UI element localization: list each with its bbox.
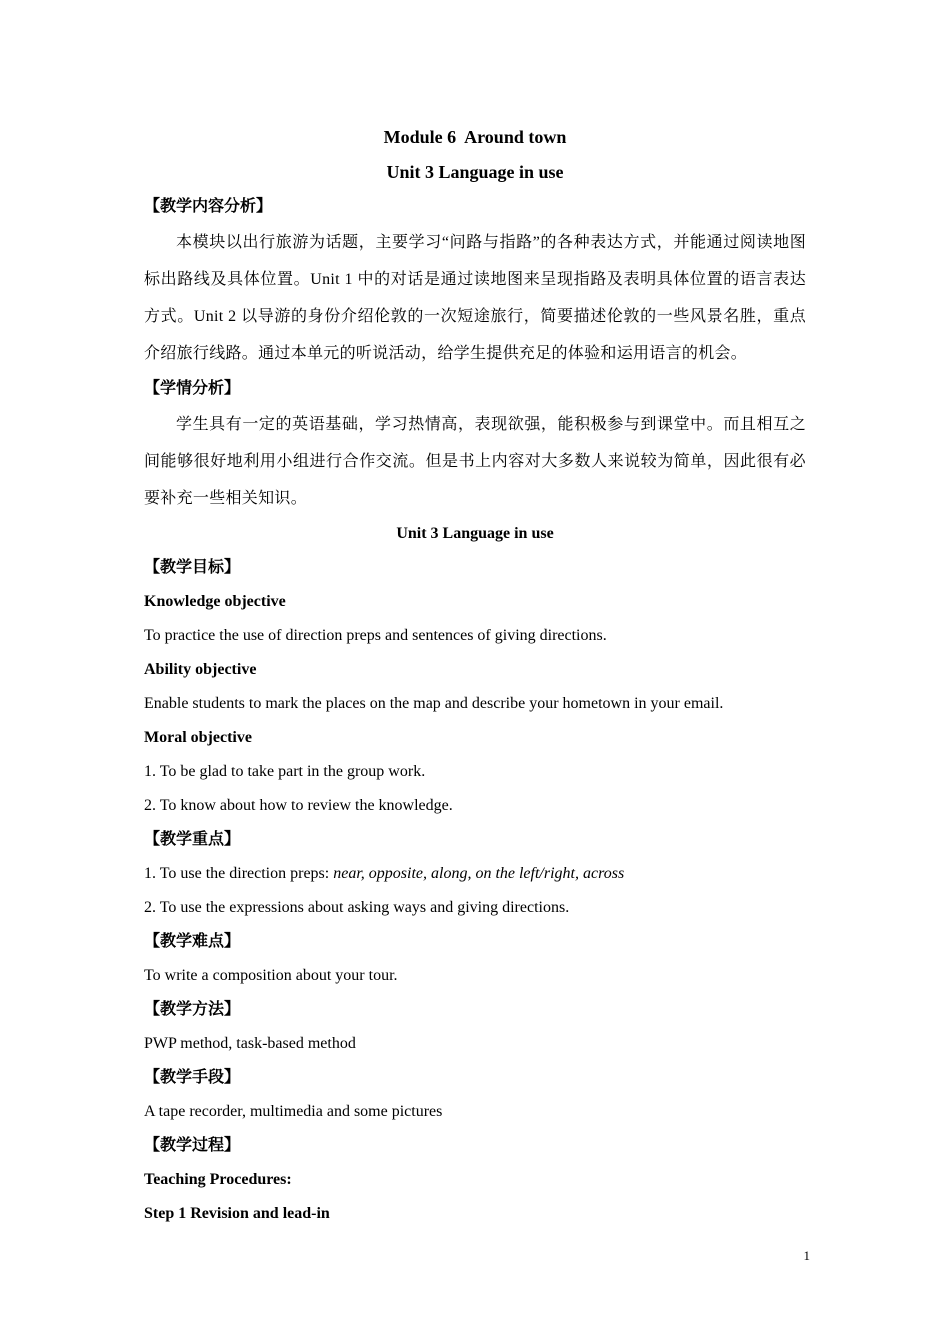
content-analysis-heading: 【教学内容分析】 xyxy=(144,198,273,215)
process-heading: 【教学过程】 xyxy=(144,1137,241,1154)
methods-heading: 【教学方法】 xyxy=(144,1001,241,1018)
document-subtitle: Unit 3 Language in use xyxy=(386,162,564,182)
document-page xyxy=(144,120,806,1231)
key-points-heading: 【教学重点】 xyxy=(144,831,241,848)
ability-objective-title: Ability objective xyxy=(144,661,257,678)
aids-heading: 【教学手段】 xyxy=(144,1069,241,1086)
page-number: 1 xyxy=(803,1248,810,1263)
ability-objective-text: Enable students to mark the places on the map and describe your hometown in your email. xyxy=(144,695,724,712)
key-point-item-1 xyxy=(144,857,806,891)
key-point-item-2: 2. To use the expressions about asking ways and giving directions. xyxy=(144,899,570,916)
key-point-item-1-prefix: 1. To use the direction preps: xyxy=(144,865,334,882)
teaching-procedures-title: Teaching Procedures: xyxy=(144,1171,292,1188)
learner-analysis-heading: 【学情分析】 xyxy=(144,380,241,397)
key-point-item-1-preps: near, opposite, along, on the left/right, across xyxy=(333,865,625,882)
difficult-points-heading: 【教学难点】 xyxy=(144,933,241,950)
step-1-title: Step 1 Revision and lead-in xyxy=(144,1205,330,1222)
methods-text: PWP method, task-based method xyxy=(144,1035,356,1052)
moral-objective-title: Moral objective xyxy=(144,729,252,746)
moral-objective-item-1: 1. To be glad to take part in the group work. xyxy=(144,763,426,780)
aids-text: A tape recorder, multimedia and some pictures xyxy=(144,1103,443,1120)
moral-objective-item-2: 2. To know about how to review the knowledge. xyxy=(144,797,453,814)
document-title: Module 6 Around town xyxy=(383,127,567,147)
unit-heading: Unit 3 Language in use xyxy=(396,525,554,542)
content-analysis-text: 本模块以出行旅游为话题，主要学习“问路与指路”的各种表达方式，并能通过阅读地图标出路线及具体位置。Unit 1 中的对话是通过读地图来呈现指路及表明具体位置的语言表达方式。Unit 2 以导游的身份介绍伦敦的一次短途旅行，简要描述伦敦的一些风景名胜，重点介绍旅行线路。通过本单元的听说活动，给学生提供充足的体验和运用语言的机会。 xyxy=(144,234,806,362)
objectives-heading: 【教学目标】 xyxy=(144,559,241,576)
knowledge-objective-title: Knowledge objective xyxy=(144,593,286,610)
learner-analysis-text: 学生具有一定的英语基础，学习热情高，表现欲强，能积极参与到课堂中。而且相互之间能够很好地利用小组进行合作交流。但是书上内容对大多数人来说较为简单，因此很有必要补充一些相关知识。 xyxy=(144,416,806,507)
knowledge-objective-text: To practice the use of direction preps and sentences of giving directions. xyxy=(144,627,607,644)
difficult-points-text: To write a composition about your tour. xyxy=(144,967,398,984)
